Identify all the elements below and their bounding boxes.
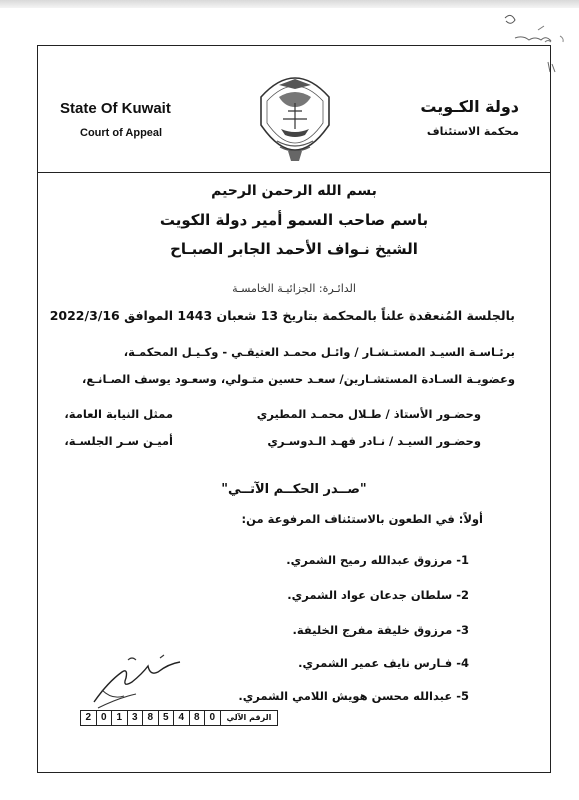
ref-digit: 0 (97, 711, 113, 725)
clerk-role: أميـن سـر الجلسـة، (64, 434, 173, 448)
reference-number-box (80, 710, 278, 726)
ref-digit: 5 (159, 711, 175, 725)
clerk-name: وحضـور السيـد / نـادر فهـد الـدوسـري (267, 434, 481, 448)
appellant-4: 4- فـارس نايف عمير الشمري. (298, 656, 469, 670)
emir-name: الشيخ نـواف الأحمد الجابر الصبـاح (170, 240, 418, 258)
in-name-line: باسم صاحب السمو أمير دولة الكويت (159, 211, 429, 229)
appellant-5: 5- عبدالله محسن هويش اللامي الشمري. (238, 689, 469, 703)
prosecutor-name: وحضـور الأستاذ / طـلال محمـد المطيري (256, 407, 481, 421)
court-ar: محكمة الاستئناف (426, 125, 519, 138)
prosecutor-role: ممثل النيابة العامة، (64, 407, 173, 421)
court-en: Court of Appeal (80, 127, 163, 139)
judge-signature (88, 652, 193, 712)
ref-digit: 3 (128, 711, 144, 725)
ref-digit: 8 (143, 711, 159, 725)
judgment-heading: "صــدر الحكــم الآتــي" (221, 482, 367, 497)
circuit-line: الدائـرة: الجزائيـة الخامسـة (232, 282, 356, 295)
session-line: بالجلسة المُنعقدة علناً بالمحكمة بتاريخ 13 شعبان 1443 الموافق 2022/3/16 (49, 308, 515, 323)
appellant-3: 3- مرزوق خليفة مفرج الخليفة. (292, 623, 469, 637)
membership-line: وعضويـة السـادة المستشـارين/ سعـد حسين متـولي، وسعـود يوسف الصـانـع، (81, 372, 515, 386)
ref-digit: 4 (174, 711, 190, 725)
ref-digit: 1 (112, 711, 128, 725)
presidency-line: برئـاسـة السيـد المستـشـار / وائـل محمـد العتيقـي - وكـيـل المحكمـة، (123, 345, 515, 359)
header-divider (37, 172, 551, 173)
ref-digit: 0 (205, 711, 221, 725)
scan-top-edge (0, 0, 579, 8)
ref-digit: 2 (81, 711, 97, 725)
appellant-1: 1- مرزوق عبدالله رميح الشمري. (286, 553, 469, 567)
state-en: State Of Kuwait (60, 100, 171, 117)
basmala: بسم الله الرحمن الرحيم (211, 183, 377, 199)
ref-digit: 8 (190, 711, 206, 725)
appellant-2: 2- سلطان جدعان عواد الشمري. (287, 588, 469, 602)
state-ar: دولة الكـويت (420, 97, 519, 116)
kuwait-emblem (255, 67, 335, 172)
reference-label: الرقم الآلي (226, 713, 272, 722)
appeals-intro: أولاً: في الطعون بالاستئناف المرفوعة من: (241, 512, 483, 526)
